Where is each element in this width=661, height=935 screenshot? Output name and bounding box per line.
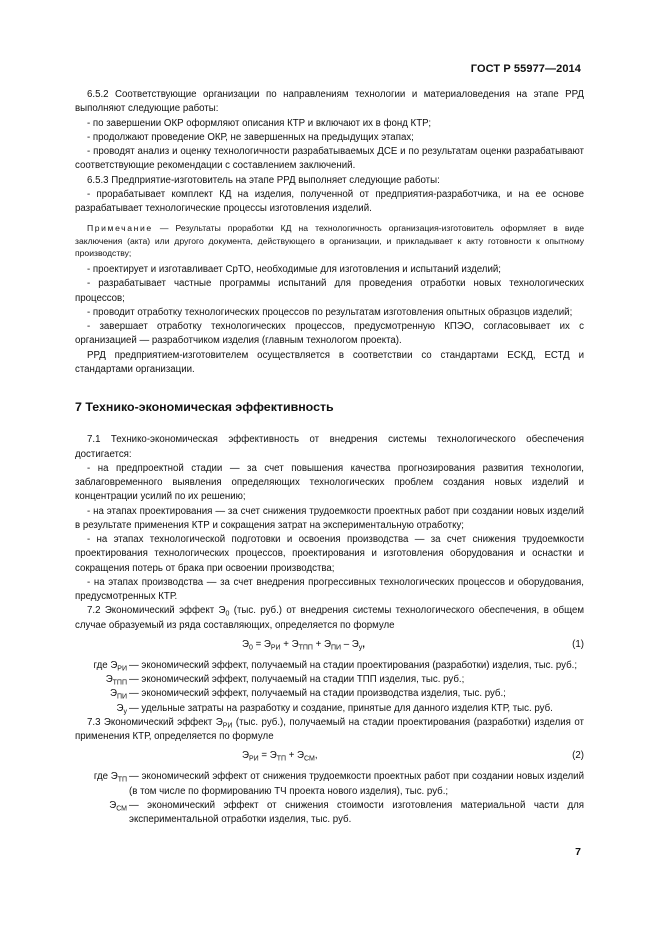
paragraph-7-3: 7.3 Экономический эффект $Э_{РИ}$ (тыс. руб.), получаемый на стадии проектирования (разработки) изделия от применения КТР, определяется по формуле — [75, 716, 584, 743]
paragraph-7-2: 7.2 Экономический эффект $Э_0$ (тыс. руб.) от внедрения системы технологического обеспечения, в общем случае образуемый из ряда составляющих, определяется по формуле — [75, 605, 584, 631]
paragraph-7-1: 7.1 Технико-экономическая эффективность от внедрения системы технологического обеспечения достигается: — [75, 434, 584, 460]
page-number: 7 — [575, 846, 581, 858]
definition-item: где $Э_{ТП}$ — экономический эффект от снижения трудоемкости проектных работ при создании новых изделий (в том числе по формированию ТЧ проекта нового изделия), тыс. руб.; — [93, 771, 584, 797]
list-item: - проводит отработку технологических процессов по результатам изготовления опытных образцов изделий; — [87, 306, 573, 318]
definitions-2 — [75, 770, 584, 827]
definitions-1 — [75, 659, 584, 716]
note: Примечание — Результаты проработки КД на технологичность организация-изготовитель оформляет в виде заключения (акта) или другого документа, действующего в организации, и прикладывает к акту готовности к опытному производству; — [75, 223, 585, 258]
paragraph-6-5-3: 6.5.3 Предприятие-изготовитель на этапе РРД выполняет следующие работы: — [87, 174, 440, 186]
list-item: - прорабатывает комплект КД на изделия, полученной от предприятия-разработчика, и на ее основе разрабатывает технологические процессы изготовления изделий. — [75, 188, 584, 214]
definition-item: $Э_у$ — удельные затраты на разработку и создание, принятые для данного изделия КТР, тыс. руб. — [116, 702, 553, 716]
page-content — [75, 88, 584, 827]
formula-1-expression: $Э_0 = Э_{РИ} + Э_{ТПП} + Э_{ПИ} - Э_у$, — [242, 638, 365, 652]
list-item: - на предпроектной стадии — за счет повышения качества прогнозирования развития технологии, заблаговременного выявления определяющих технологических проблем создания новых изделий и концентрации усилий по их решению; — [75, 462, 584, 503]
paragraph-6-5-2: 6.5.2 Соответствующие организации по направлениям технологии и материаловедения на этапе РРД выполняют следующие работы: — [75, 89, 584, 115]
formula-1-number: (1) — [572, 638, 584, 650]
list-item: - на этапах технологической подготовки и освоения производства — за счет снижения трудоемкости проектирования технологических процессов, проектирования и изготовления оборудования и оснастки и сокращения потерь от брака при освоении производства; — [75, 534, 584, 574]
note-text: Результаты проработки КД на технологичность организация-изготовитель оформляет в виде заключения (акта) или другого документа, действующего в организации, и прикладывает к акту готовности к опытному производству; — [75, 223, 585, 258]
definition-item: $Э_{ПИ}$ — экономический эффект, получаемый на стадии производства изделия, тыс. руб.; — [109, 688, 506, 701]
formula-1 — [75, 634, 584, 658]
closing-paragraph: РРД предприятием-изготовителем осуществляется в соответствии со стандартами ЕСКД, ЕСТД и стандартами организации. — [75, 349, 584, 375]
list-item: - на этапах проектирования — за счет снижения трудоемкости проектных работ при создании новых изделий в результате применения КТР и сокращения затрат на экспериментальную отработку; — [75, 505, 584, 531]
list-item: - продолжают проведение ОКР, не завершенных на предыдущих этапах; — [87, 131, 414, 143]
definition-item: $Э_{ТПП}$ — экономический эффект, получаемый на стадии ТПП изделия, тыс. руб.; — [105, 674, 465, 687]
list-item: - завершает отработку технологических процессов, предусмотренную КПЭО, согласовывает их с организацией — разработчиком изделия (главным технологом проекта). — [75, 321, 584, 347]
note-label: Примечание — [87, 223, 153, 234]
standard-header: ГОСТ Р 55977—2014 — [470, 63, 581, 75]
list-item: - на этапах производства — за счет внедрения прогрессивных технологических процессов и оборудования, предусмотренных КТР. — [75, 576, 584, 603]
formula-2-expression: $Э_{РИ} = Э_{ТП} + Э_{СМ}$, — [242, 750, 318, 763]
list-item: - разрабатывает частные программы испытаний для проведения отработки новых технологических процессов; — [75, 278, 584, 304]
definition-item: где $Э_{РИ}$ — экономический эффект, получаемый на стадии проектирования (разработки) изделия, тыс. руб.; — [93, 659, 578, 673]
formula-2 — [75, 745, 584, 769]
section-7-title: 7 Технико-экономическая эффективность — [75, 400, 334, 415]
list-item: - проектирует и изготавливает СрТО, необходимые для изготовления и испытаний изделий; — [87, 264, 501, 276]
formula-2-number: (2) — [572, 750, 584, 762]
list-item: - проводят анализ и оценку технологичности разрабатываемых ДСЕ и по результатам оценки разрабатывают соответствующие рекомендации с составлением заключений. — [75, 146, 584, 172]
list-item: - по завершении ОКР оформляют описания КТР и включают их в фонд КТР; — [87, 117, 432, 129]
definition-item: $Э_{СМ}$ — экономический эффект от снижения стоимости изготовления материальной части для экспериментальной отработки изделия, тыс. руб. — [109, 799, 584, 826]
where-word: где — [93, 659, 108, 671]
